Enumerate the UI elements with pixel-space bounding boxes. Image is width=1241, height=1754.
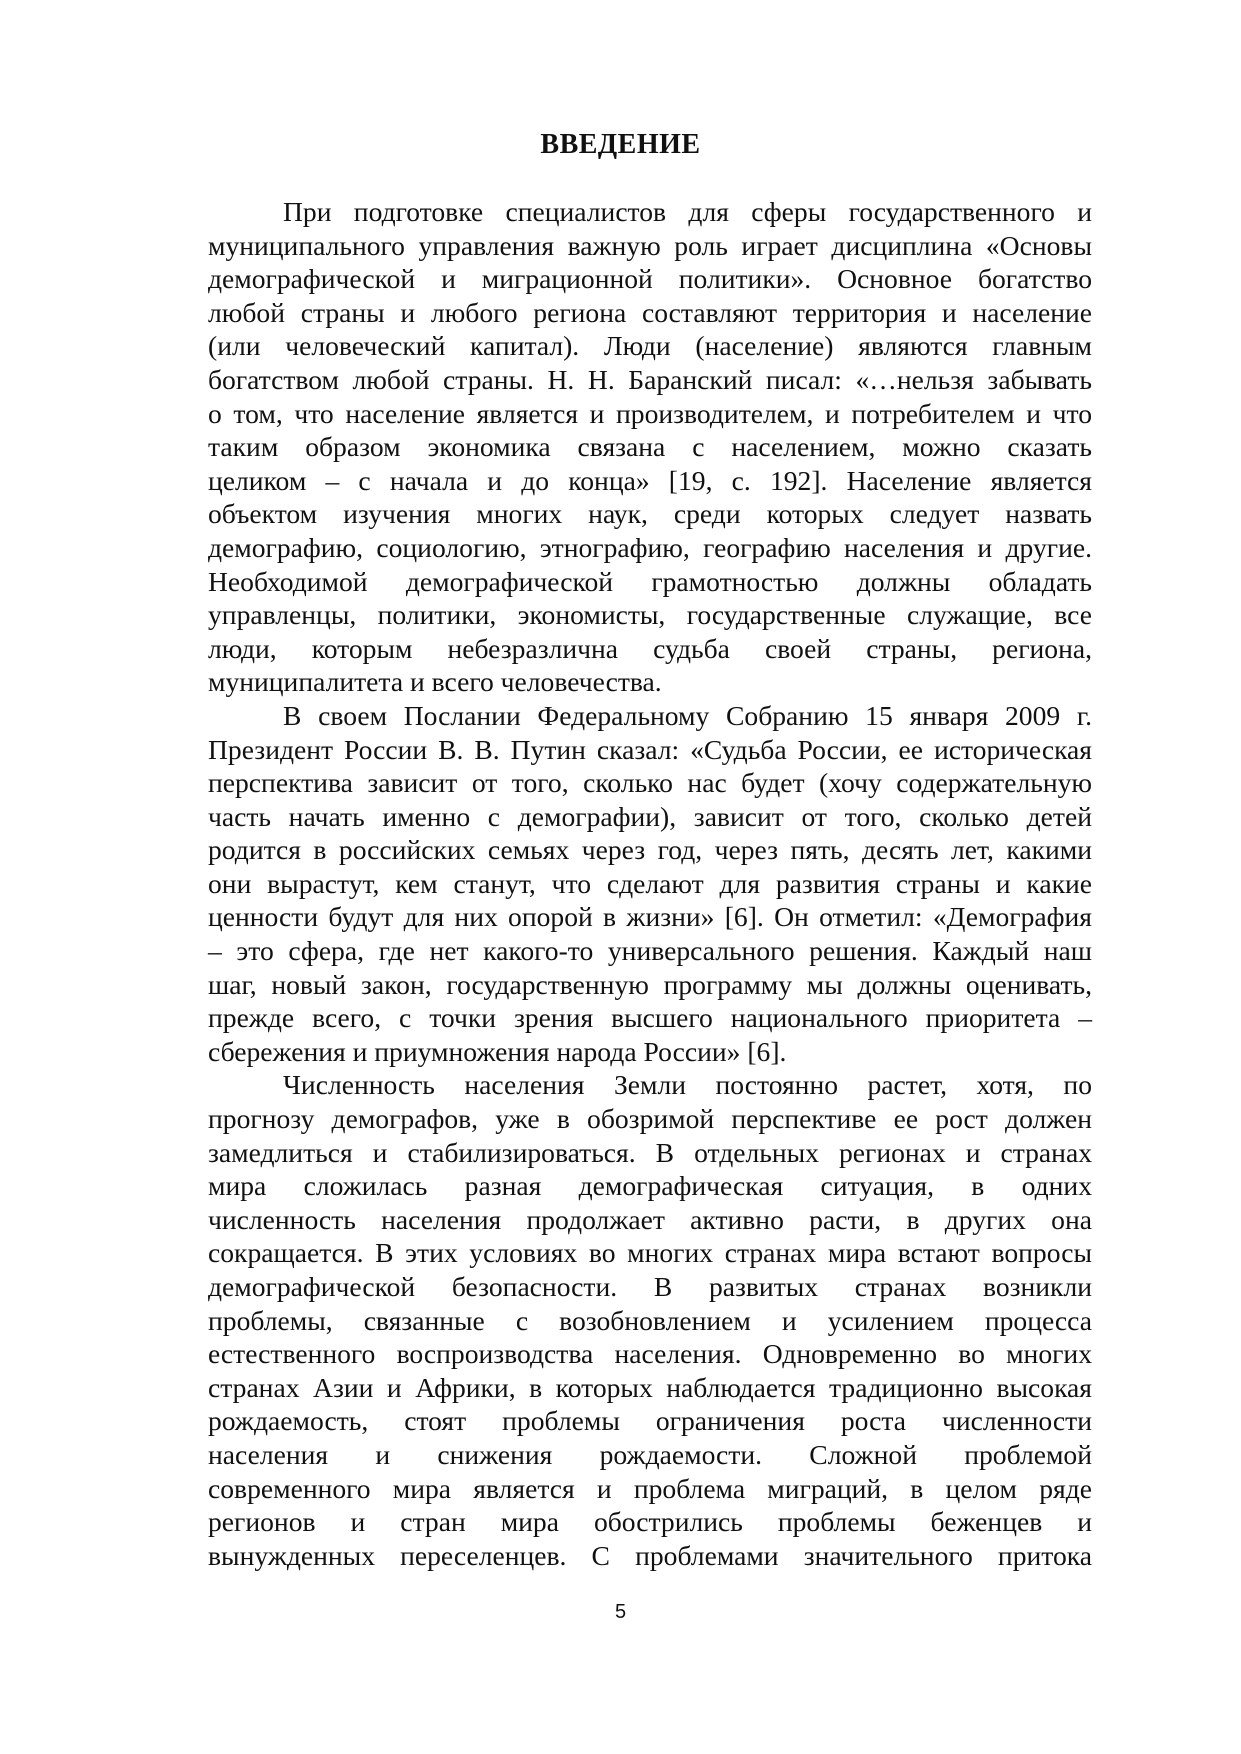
text-line: богатством любой страны. Н. Н. Баранский писал: «…нельзя забывать xyxy=(208,363,1092,395)
text-line: Численность населения Земли постоянно растет, хотя, по xyxy=(283,1069,1092,1101)
text-line: ценности будут для них опорой в жизни» [6]. Он отметил: «Демография xyxy=(208,901,1092,933)
text-line: мира сложилась разная демографическая ситуация, в одних xyxy=(208,1170,1092,1202)
text-line: люди, которым небезразлична судьба своей страны, региона, xyxy=(208,632,1092,664)
text-line: прежде всего, с точки зрения высшего национального приоритета – xyxy=(208,1002,1092,1034)
text-line: шаг, новый закон, государственную программу мы должны оценивать, xyxy=(208,968,1092,1000)
text-line: Необходимой демографической грамотностью должны обладать xyxy=(208,565,1092,597)
page-number: 5 xyxy=(614,1601,627,1623)
text-line: таким образом экономика связана с населением, можно сказать xyxy=(208,431,1092,463)
text-line: муниципального управления важную роль играет дисциплина «Основы xyxy=(208,229,1092,261)
text-line: естественного воспроизводства населения. Одновременно во многих xyxy=(208,1338,1092,1370)
text-line: регионов и стран мира обострились проблемы беженцев и xyxy=(208,1506,1092,1538)
text-line: вынужденных переселенцев. С проблемами значительного притока xyxy=(208,1539,1092,1571)
paragraph-3 xyxy=(208,1068,1092,1572)
text-line: объектом изучения многих наук, среди которых следует назвать xyxy=(208,498,1092,530)
text-line: перспектива зависит от того, сколько нас будет (хочу содержательную xyxy=(208,767,1092,799)
body-text xyxy=(208,195,1092,1572)
text-line: (или человеческий капитал). Люди (население) являются главным xyxy=(208,330,1092,362)
text-line: замедлиться и стабилизироваться. В отдельных регионах и странах xyxy=(208,1136,1092,1168)
text-line: – это сфера, где нет какого-то универсального решения. Каждый наш xyxy=(208,935,1092,967)
text-line: управленцы, политики, экономисты, государственные служащие, все xyxy=(208,599,1092,631)
text-line: демографической и миграционной политики». Основное богатство xyxy=(208,263,1092,295)
text-line: При подготовке специалистов для сферы государственного и xyxy=(283,196,1092,227)
text-line: сбережения и приумножения народа России» [6]. xyxy=(208,1035,787,1067)
text-line: странах Азии и Африки, в которых наблюдается традиционно высокая xyxy=(208,1371,1092,1403)
text-line: населения и снижения рождаемости. Сложной проблемой xyxy=(208,1438,1092,1470)
paragraph-2 xyxy=(208,699,1092,1069)
text-line: сокращается. В этих условиях во многих странах мира встают вопросы xyxy=(208,1237,1092,1269)
paragraph-1 xyxy=(208,195,1092,699)
text-line: современного мира является и проблема миграций, в целом ряде xyxy=(208,1472,1092,1504)
text-line: демографической безопасности. В развитых странах возникли xyxy=(208,1271,1092,1302)
text-line: часть начать именно с демографии), зависит от того, сколько детей xyxy=(208,800,1092,832)
text-line: численность населения продолжает активно расти, в других она xyxy=(208,1203,1092,1235)
text-line: демографию, социологию, этнографию, географию населения и другие. xyxy=(208,531,1092,563)
text-line: любой страны и любого региона составляют территория и население xyxy=(208,296,1092,328)
text-line: муниципалитета и всего человечества. xyxy=(208,666,662,698)
text-line: родится в российских семьях через год, через пять, десять лет, какими xyxy=(208,834,1092,866)
text-line: целиком – с начала и до конца» [19, с. 192]. Население является xyxy=(208,464,1092,496)
text-line: Президент России В. В. Путин сказал: «Судьба России, ее историческая xyxy=(208,733,1092,765)
text-line: они вырастут, кем станут, что сделают для развития страны и какие xyxy=(208,867,1092,899)
text-line: В своем Послании Федеральному Собранию 15 января 2009 г. xyxy=(283,699,1092,731)
text-line: прогнозу демографов, уже в обозримой перспективе ее рост должен xyxy=(208,1103,1092,1135)
text-line: проблемы, связанные с возобновлением и усилением процесса xyxy=(208,1304,1092,1336)
text-line: о том, что население является и производителем, и потребителем и что xyxy=(208,397,1092,429)
text-line: рождаемость, стоят проблемы ограничения роста численности xyxy=(208,1405,1092,1437)
page-title: ВВЕДЕНИЕ xyxy=(540,129,701,160)
